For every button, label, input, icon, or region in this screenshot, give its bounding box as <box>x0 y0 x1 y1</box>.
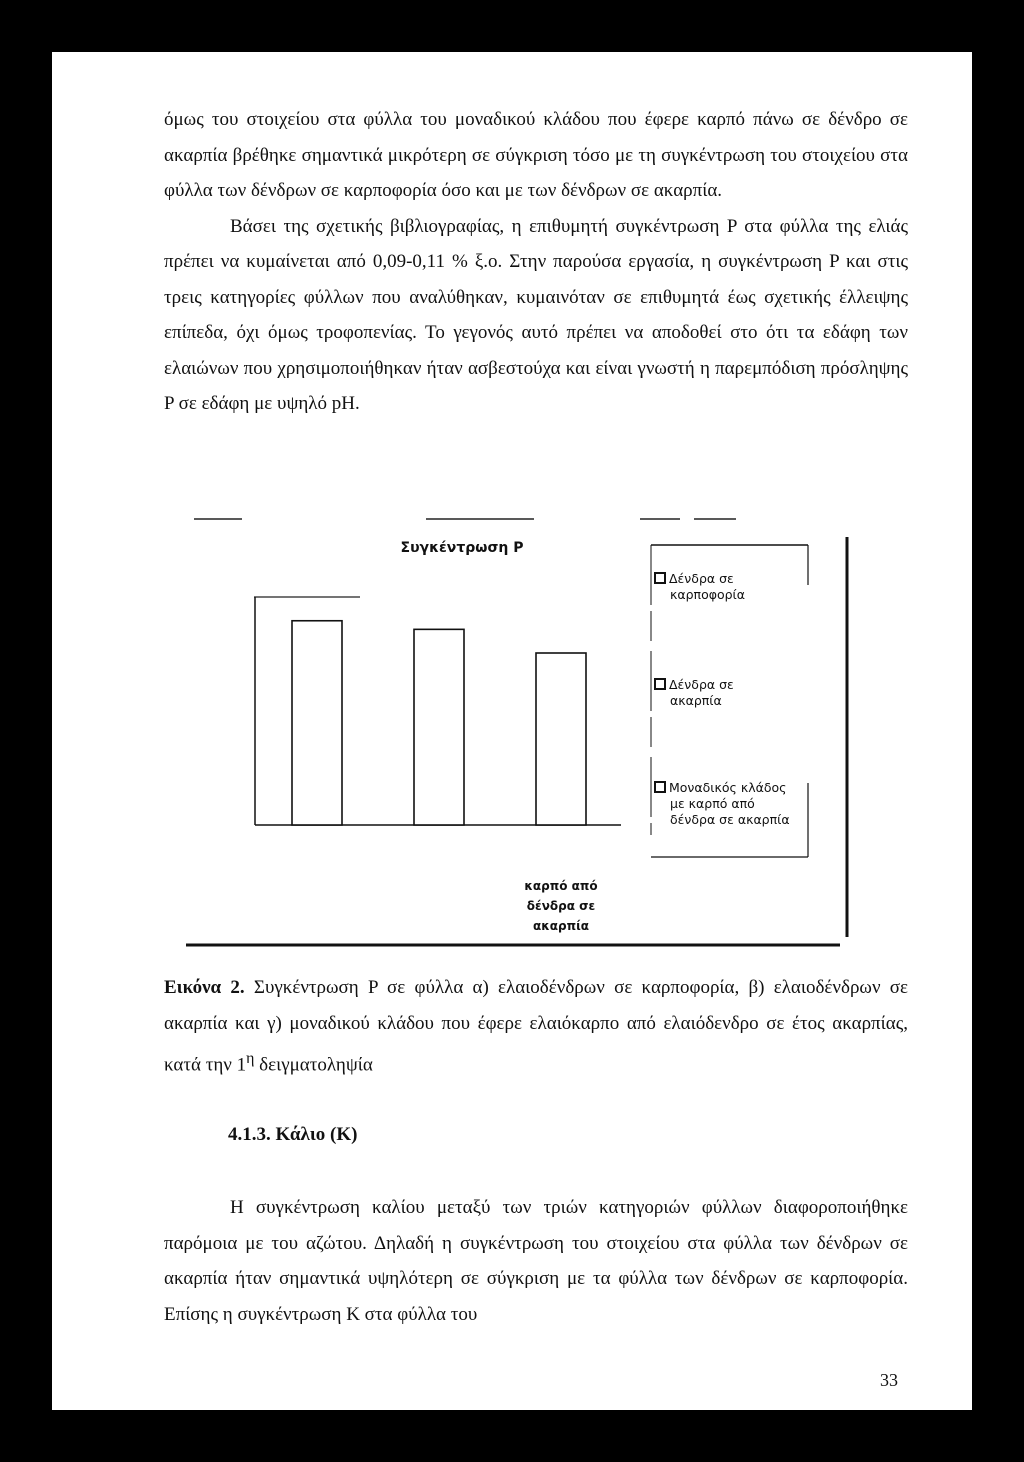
x-label-line-3: ακαρπία <box>532 919 590 933</box>
legend-swatch-3 <box>655 782 665 792</box>
legend <box>651 545 808 857</box>
page-number: 33 <box>880 1370 898 1390</box>
legend-label-3-line-3: δένδρα σε ακαρπία <box>670 812 790 827</box>
bar-1 <box>292 621 342 825</box>
legend-label-3-line-1: Μοναδικός κλάδος <box>669 780 787 795</box>
x-label-line-2: δένδρα σε <box>526 899 596 913</box>
legend-item-3 <box>655 780 790 827</box>
legend-swatch-1 <box>655 573 665 583</box>
legend-item-1 <box>655 571 745 602</box>
x-label-line-1: καρπό από <box>524 879 598 893</box>
legend-label-1-line-2: καρποφορία <box>670 587 746 602</box>
legend-label-2-line-2: ακαρπία <box>670 693 722 708</box>
paragraph-phosphorus-range: Βάσει της σχετικής βιβλιογραφίας, η επιθυμητή συγκέντρωση P στα φύλλα της ελιάς πρέπει να κυμαίνεται από 0,09-0,11 % ξ.ο. Στην παρούσα εργασία, η συγκέντρωση P και στις τρεις κατηγορίες φύλλων που αναλύθηκαν, κυμαινόταν σε επιθυμητά έως σχετικής έλλειψης επίπεδα, όχι όμως τροφοπενίας. Το γεγονός αυτό πρέπει να αποδοθεί στο ότι τα εδάφη των ελαιώνων που χρησιμοποιήθηκαν ήταν ασβεστούχα και είναι γνωστή η παρεμπόδιση πρόσληψης P σε εδάφη με υψηλό pH. <box>164 215 908 414</box>
caption-text: Συγκέντρωση P σε φύλλα α) ελαιοδένδρων σε καρποφορία, β) ελαιοδένδρων σε ακαρπία και γ) μοναδικού κλάδου που έφερε ελαιόκαρπο από ελαιόδενδρο σε έτος ακαρπίας, κατά την 1 <box>164 977 908 1076</box>
legend-item-2 <box>655 677 734 708</box>
bar-2 <box>414 629 464 825</box>
bars-group <box>292 621 586 825</box>
bar-3 <box>536 653 586 825</box>
caption-label: Εικόνα 2. <box>164 977 245 998</box>
legend-items <box>655 571 790 827</box>
caption-text-end: δειγματοληψία <box>254 1054 373 1076</box>
intro-paragraphs <box>164 102 908 422</box>
figure-phosphorus-chart <box>164 505 864 965</box>
legend-swatch-2 <box>655 679 665 689</box>
chart-title: Συγκέντρωση P <box>400 540 524 556</box>
legend-label-3-line-2: με καρπό από <box>670 796 755 811</box>
paragraph-continuation: όμως του στοιχείου στα φύλλα του μοναδικού κλάδου που έφερε καρπό πάνω σε δένδρο σε ακαρπία βρέθηκε σημαντικά μικρότερη σε σύγκριση τόσο με τη συγκέντρωση του στοιχείου στα φύλλα των δένδρων σε καρποφορία όσο και με των δένδρων σε ακαρπία. <box>164 109 908 201</box>
section-heading: 4.1.3. Κάλιο (K) <box>228 1124 358 1145</box>
figure-caption <box>164 970 908 1083</box>
legend-label-1-line-1: Δένδρα σε <box>669 571 734 586</box>
section-paragraph: Η συγκέντρωση καλίου μεταξύ των τριών κατηγοριών φύλλων διαφοροποιήθηκε παρόμοια με του αζώτου. Δηλαδή η συγκέντρωση του στοιχείου στα φύλλα των δένδρων σε ακαρπία ήταν σημαντικά υψηλότερη σε σύγκριση με τα φύλλα των δένδρων σε καρποφορία. Επίσης η συγκέντρωση Κ στα φύλλα του <box>164 1197 908 1325</box>
caption-superscript: η <box>246 1050 255 1067</box>
chart-canvas <box>164 505 864 965</box>
legend-label-2-line-1: Δένδρα σε <box>669 677 734 692</box>
x-axis-label <box>524 879 597 933</box>
